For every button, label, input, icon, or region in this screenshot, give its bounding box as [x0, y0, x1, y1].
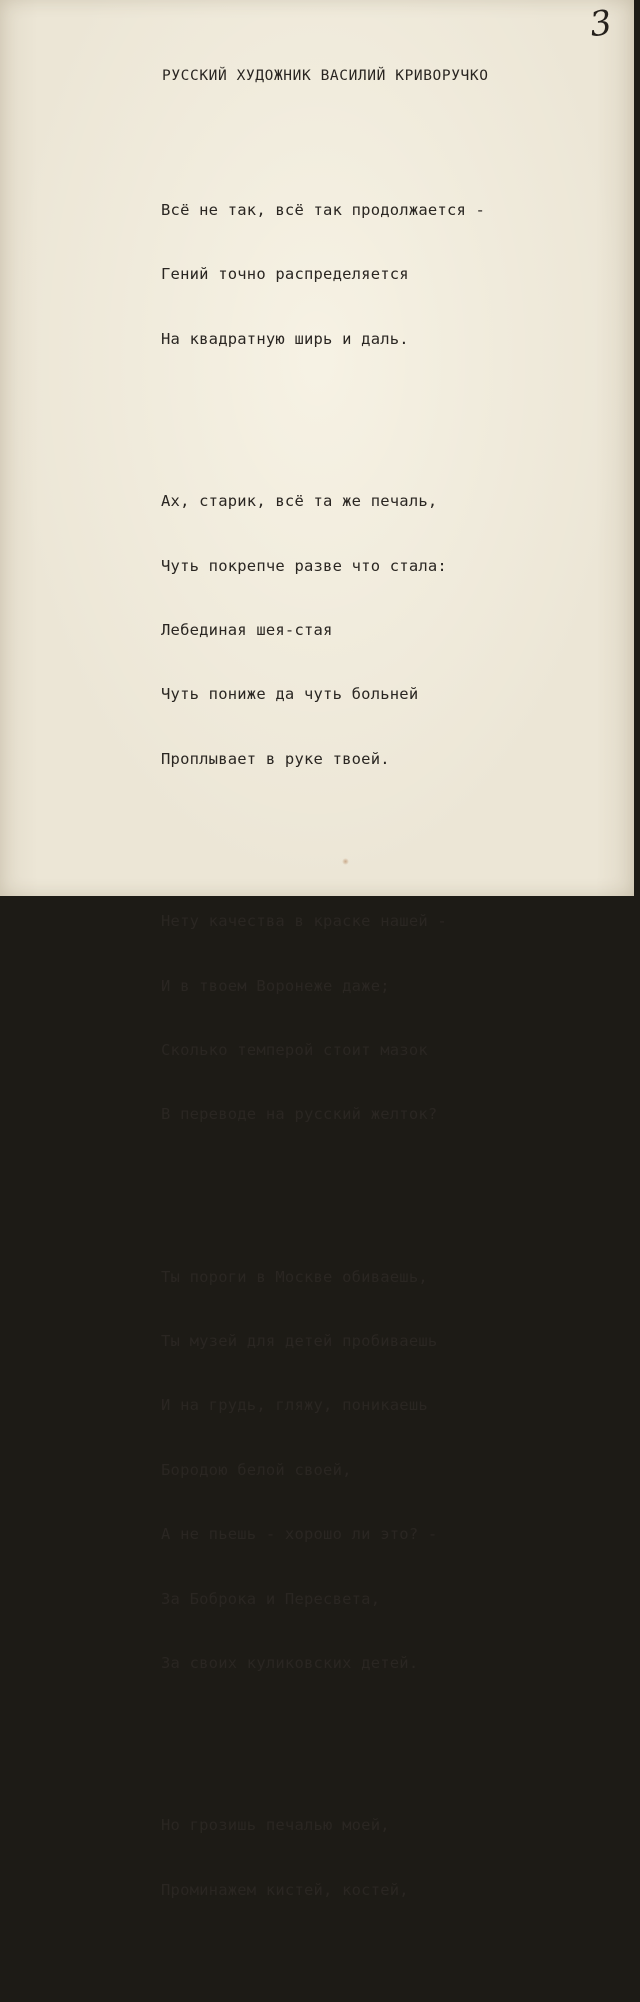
poem-line: Гений точно распределяется	[161, 265, 409, 284]
poem-line: Бородою белой своей,	[161, 1460, 352, 1479]
poem-line: В переводе на русский желток?	[161, 1105, 438, 1124]
poem-line: На квадратную ширь и даль.	[161, 329, 409, 348]
stanza-2	[161, 451, 485, 809]
poem-line: Проплывает в руке твоей.	[161, 749, 390, 768]
poem-line: За своих куликовских детей.	[161, 1654, 419, 1673]
poem-line: Сколько темперой стоит мазок	[161, 1040, 428, 1059]
handwritten-page-number: 3	[587, 2, 615, 46]
poem-line: Ах, старик, всё та же печаль,	[161, 492, 438, 511]
poem-body	[161, 124, 485, 2002]
poem-line: И на грудь, гляжу, поникаешь	[161, 1396, 428, 1415]
poem-title: РУССКИЙ ХУДОЖНИК ВАСИЛИЙ КРИВОРУЧКО	[162, 68, 489, 84]
poem-line: Чуть пониже да чуть больней	[161, 685, 419, 704]
stanza-3	[161, 871, 485, 1165]
stanza-1	[161, 160, 485, 389]
poem-line: Ты музей для детей пробиваешь	[161, 1332, 438, 1351]
poem-line: Чуть покрепче разве что стала:	[161, 556, 447, 575]
poem-line: И в твоем Воронеже даже;	[161, 976, 390, 995]
poem-line: А не пьешь - хорошо ли это? -	[161, 1525, 438, 1544]
stanza-5	[161, 1775, 485, 1940]
poem-line: Всё не так, всё так продолжается -	[161, 201, 486, 219]
paper-stain	[342, 858, 349, 865]
poem-line: Нету качества в краске нашей -	[161, 912, 447, 931]
stanza-4	[161, 1227, 485, 1714]
poem-line: Проминажем кистей, костей,	[161, 1880, 409, 1899]
poem-line: Но грозишь печалью моей,	[161, 1816, 390, 1835]
poem-line: За Боброка и Пересвета,	[161, 1589, 381, 1608]
poem-line: Лебединая шея-стая	[161, 620, 333, 639]
poem-line: Ты пороги в Москве обиваешь,	[161, 1267, 428, 1286]
